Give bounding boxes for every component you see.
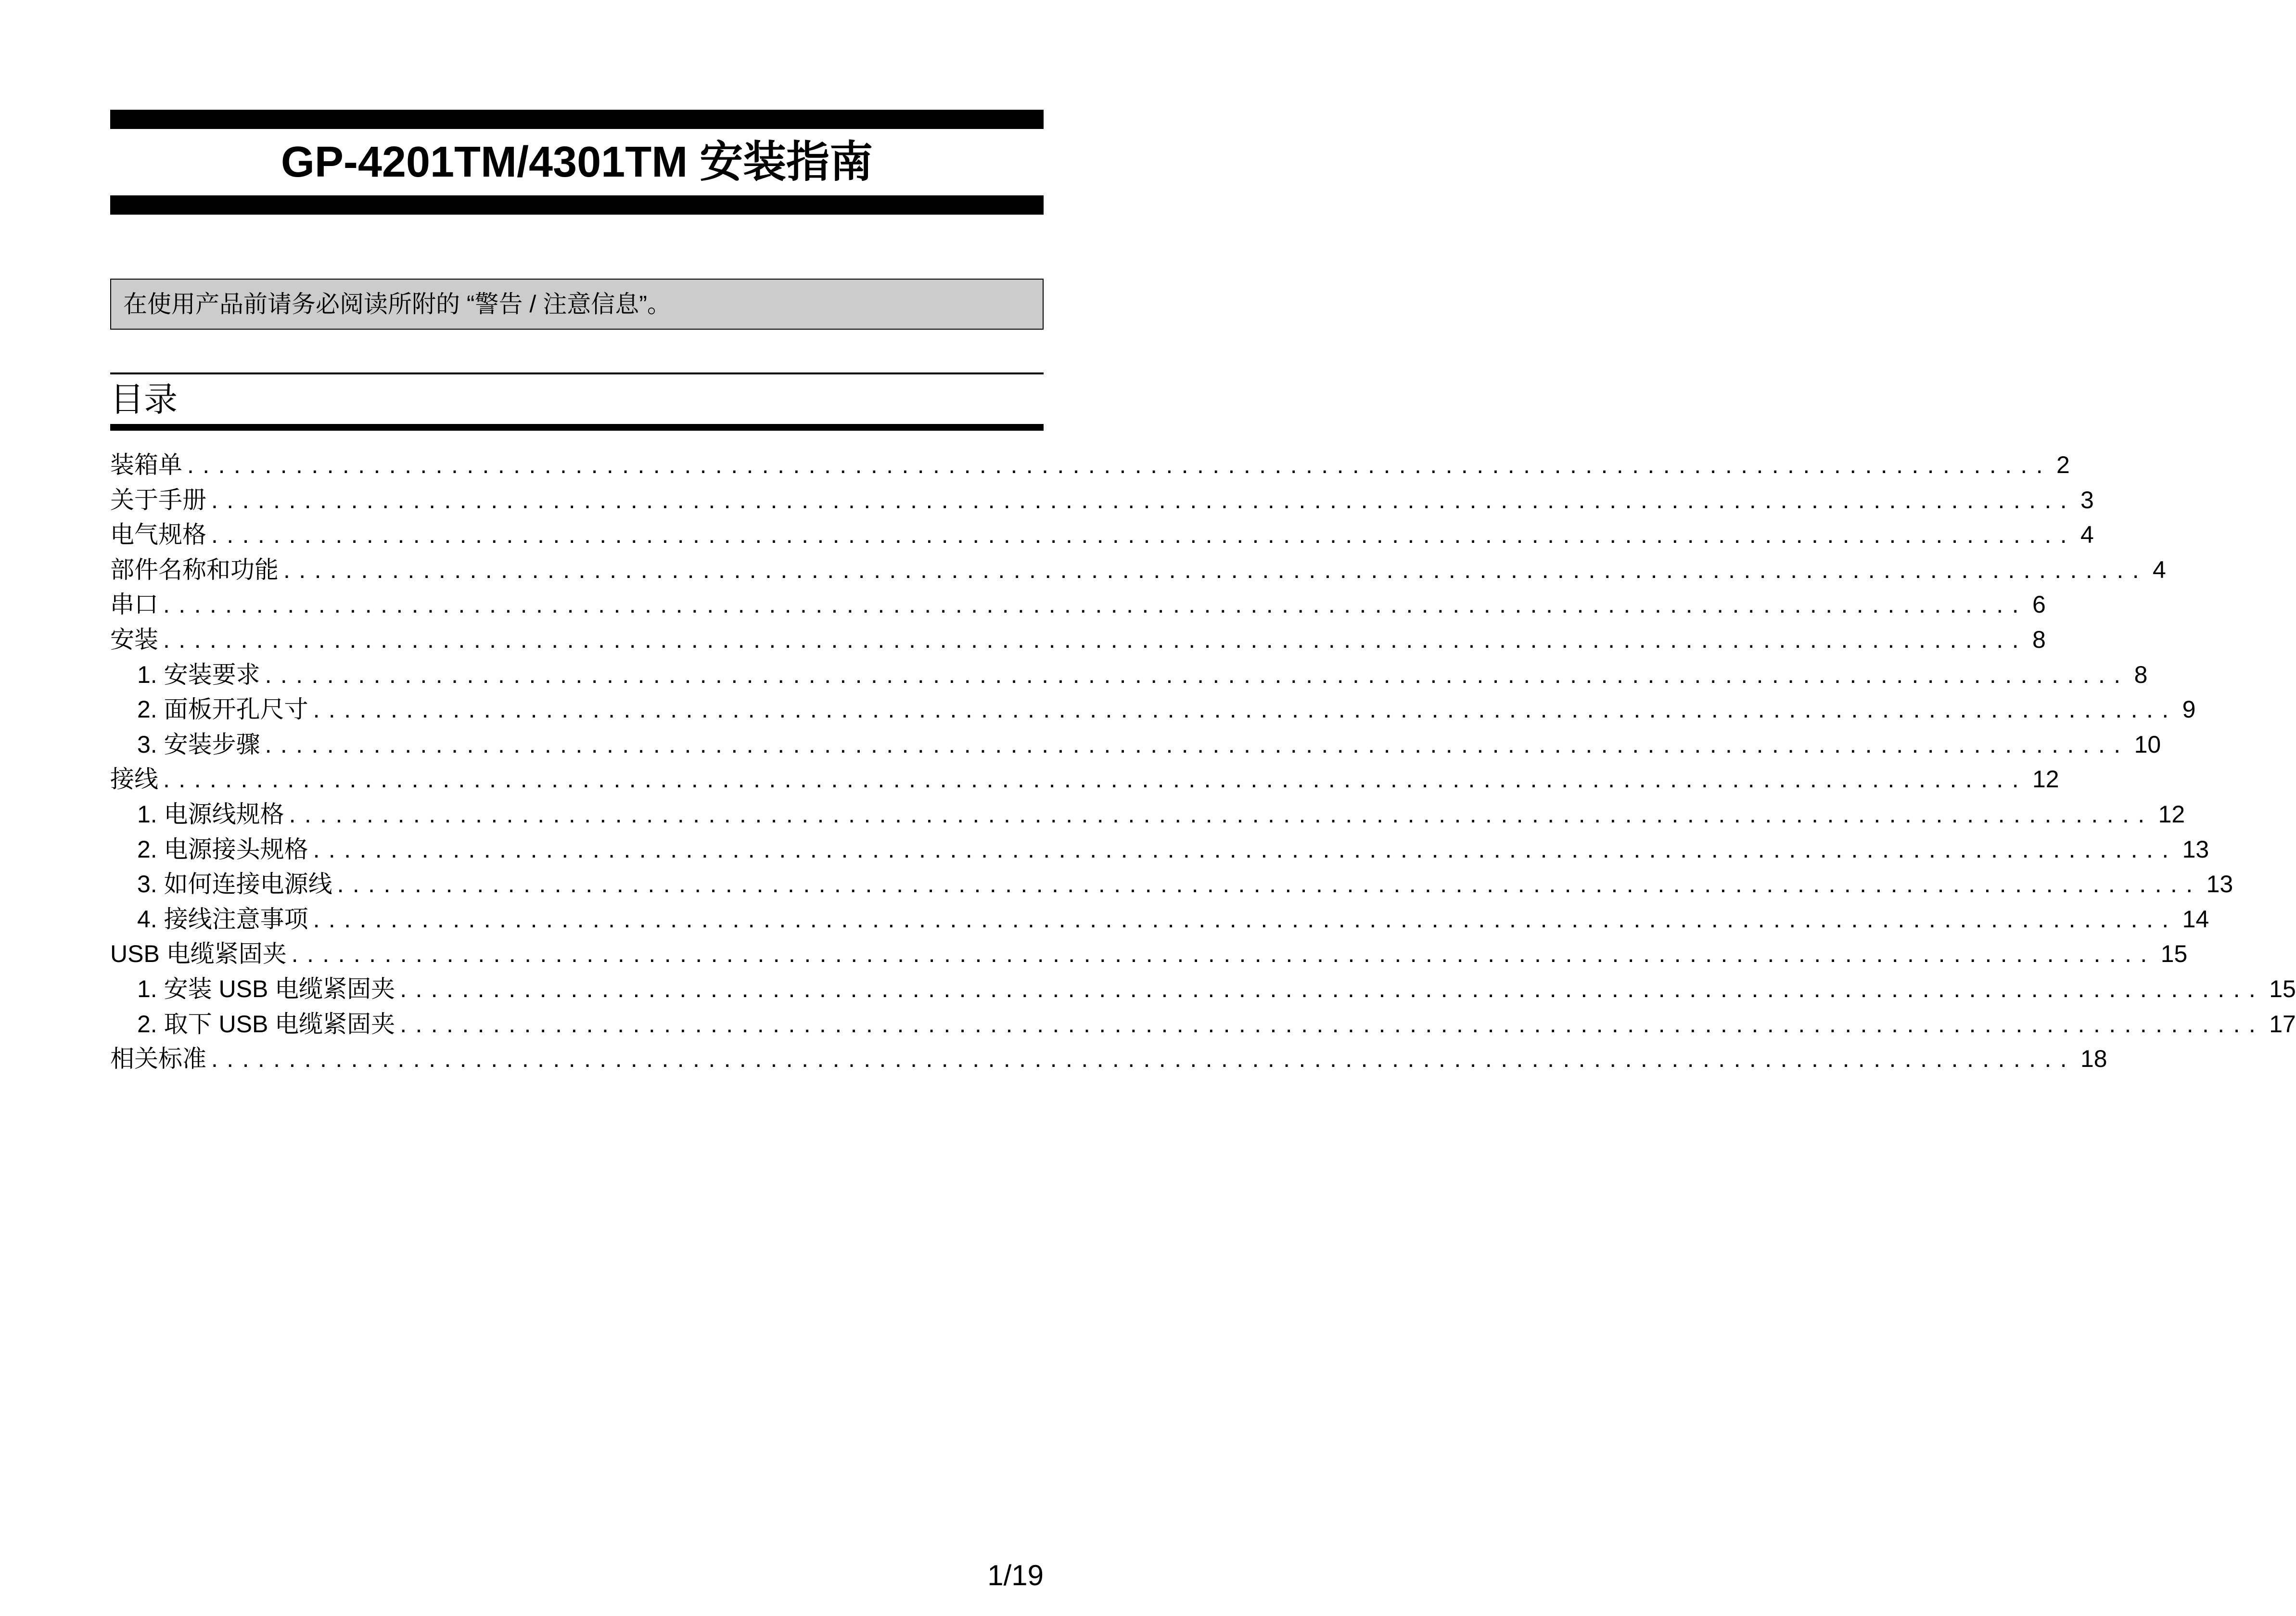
toc-leader-dots: ........................................................................................................................ <box>163 766 2028 793</box>
title-bar-bottom <box>110 195 1044 215</box>
toc-leader-dots: ........................................................................................................................ <box>313 905 2178 933</box>
title-bar-top <box>110 110 1044 129</box>
toc-entry-label: 4. 接线注意事项 <box>137 905 308 933</box>
toc-entry-page: 15 <box>2160 940 2188 968</box>
toc-entry[interactable] <box>110 936 2188 972</box>
toc-entry-label: 1. 安装要求 <box>137 661 260 688</box>
toc-leader-dots: ........................................................................................................................ <box>163 591 2028 618</box>
toc-entry[interactable] <box>110 517 2094 552</box>
page-number: 1/19 <box>987 1559 1044 1591</box>
toc-entry-label: 部件名称和功能 <box>110 556 279 583</box>
toc-entry-page: 15 <box>2269 975 2296 1002</box>
toc-entry-page: 17 <box>2269 1010 2296 1038</box>
toc-entry-page: 18 <box>2080 1045 2107 1073</box>
toc-entry-label: 串口 <box>110 591 158 618</box>
toc-leader-dots: ........................................................................................................................ <box>265 661 2130 688</box>
toc-entry-page: 13 <box>2182 835 2209 863</box>
toc-leader-dots: ........................................................................................................................ <box>163 626 2028 653</box>
toc-leader-dots: ........................................................................................................................ <box>291 940 2156 968</box>
toc-leader-dots: ........................................................................................................................ <box>400 1010 2265 1038</box>
toc-entry-page: 13 <box>2206 871 2233 898</box>
toc-entry-page: 12 <box>2158 800 2185 828</box>
toc-leader-dots: ........................................................................................................................ <box>283 556 2148 583</box>
toc-leader-dots: ........................................................................................................................ <box>265 731 2130 758</box>
toc-entry-label: 2. 面板开孔尺寸 <box>137 696 308 723</box>
toc-entry-label: 相关标准 <box>110 1045 206 1073</box>
toc-entry-page: 3 <box>2080 486 2094 513</box>
toc-entry-label: 安装 <box>110 626 158 653</box>
toc-entry[interactable] <box>110 1041 2107 1077</box>
toc-entry-label: USB 电缆紧固夹 <box>110 940 287 968</box>
toc-subentry[interactable] <box>110 832 2209 867</box>
toc-entry-label: 关于手册 <box>110 486 206 513</box>
toc-entry-label: 接线 <box>110 766 158 793</box>
toc-entry-page: 2 <box>2056 451 2070 478</box>
toc-entry-label: 2. 取下 USB 电缆紧固夹 <box>137 1010 395 1038</box>
toc-entry-page: 12 <box>2032 766 2059 793</box>
toc-entry-label: 1. 电源线规格 <box>137 800 284 828</box>
toc-subentry[interactable] <box>110 867 2233 902</box>
toc-leader-dots: ........................................................................................................................ <box>211 1045 2076 1073</box>
toc-entry-page: 8 <box>2032 626 2046 653</box>
toc-entry-page: 4 <box>2153 556 2166 583</box>
toc-entry-page: 14 <box>2182 905 2209 933</box>
toc-entry-page: 8 <box>2134 661 2148 688</box>
toc-subentry[interactable] <box>110 657 2148 693</box>
toc-divider-top <box>110 372 1044 374</box>
toc-subentry[interactable] <box>110 727 2161 762</box>
toc-entry-label: 3. 如何连接电源线 <box>137 871 332 898</box>
toc-entry-label: 电气规格 <box>110 521 206 549</box>
toc-entry-page: 4 <box>2080 521 2094 549</box>
toc-entry[interactable] <box>110 622 2046 657</box>
toc-entry[interactable] <box>110 483 2094 518</box>
toc-entry[interactable] <box>110 587 2046 622</box>
toc-leader-dots: ........................................................................................................................ <box>211 486 2076 513</box>
document-title: GP-4201TM/4301TM 安装指南 <box>281 138 873 186</box>
toc-entry-page: 6 <box>2032 591 2046 618</box>
toc-entry-label: 3. 安装步骤 <box>137 731 260 758</box>
toc-subentry[interactable] <box>110 972 2296 1007</box>
toc-leader-dots: ........................................................................................................................ <box>211 521 2076 549</box>
toc-leader-dots: ........................................................................................................................ <box>313 835 2178 863</box>
toc-leader-dots: ........................................................................................................................ <box>313 696 2178 723</box>
toc-leader-dots: ........................................................................................................................ <box>289 800 2154 828</box>
toc-entry-label: 装箱单 <box>110 451 182 478</box>
toc-entry[interactable] <box>110 762 2059 797</box>
toc-leader-dots: ........................................................................................................................ <box>400 975 2265 1002</box>
toc-entry-page: 10 <box>2134 731 2161 758</box>
toc-subentry[interactable] <box>110 1007 2296 1042</box>
safety-notice-text: 在使用产品前请务必阅读所附的 “警告 / 注意信息”。 <box>123 291 671 318</box>
toc-leader-dots: ........................................................................................................................ <box>337 871 2202 898</box>
toc-entry-page: 9 <box>2182 696 2196 723</box>
toc-subentry[interactable] <box>110 692 2196 727</box>
toc-divider-bottom <box>110 424 1044 431</box>
table-of-contents <box>110 448 2296 1077</box>
toc-entry-label: 1. 安装 USB 电缆紧固夹 <box>137 975 395 1002</box>
safety-notice-box <box>110 279 1044 330</box>
toc-heading: 目录 <box>110 381 178 418</box>
toc-entry[interactable] <box>110 552 2166 588</box>
toc-subentry[interactable] <box>110 902 2209 937</box>
toc-leader-dots: ........................................................................................................................ <box>187 451 2052 478</box>
toc-entry-label: 2. 电源接头规格 <box>137 835 308 863</box>
toc-entry[interactable] <box>110 448 2070 483</box>
toc-subentry[interactable] <box>110 797 2185 832</box>
